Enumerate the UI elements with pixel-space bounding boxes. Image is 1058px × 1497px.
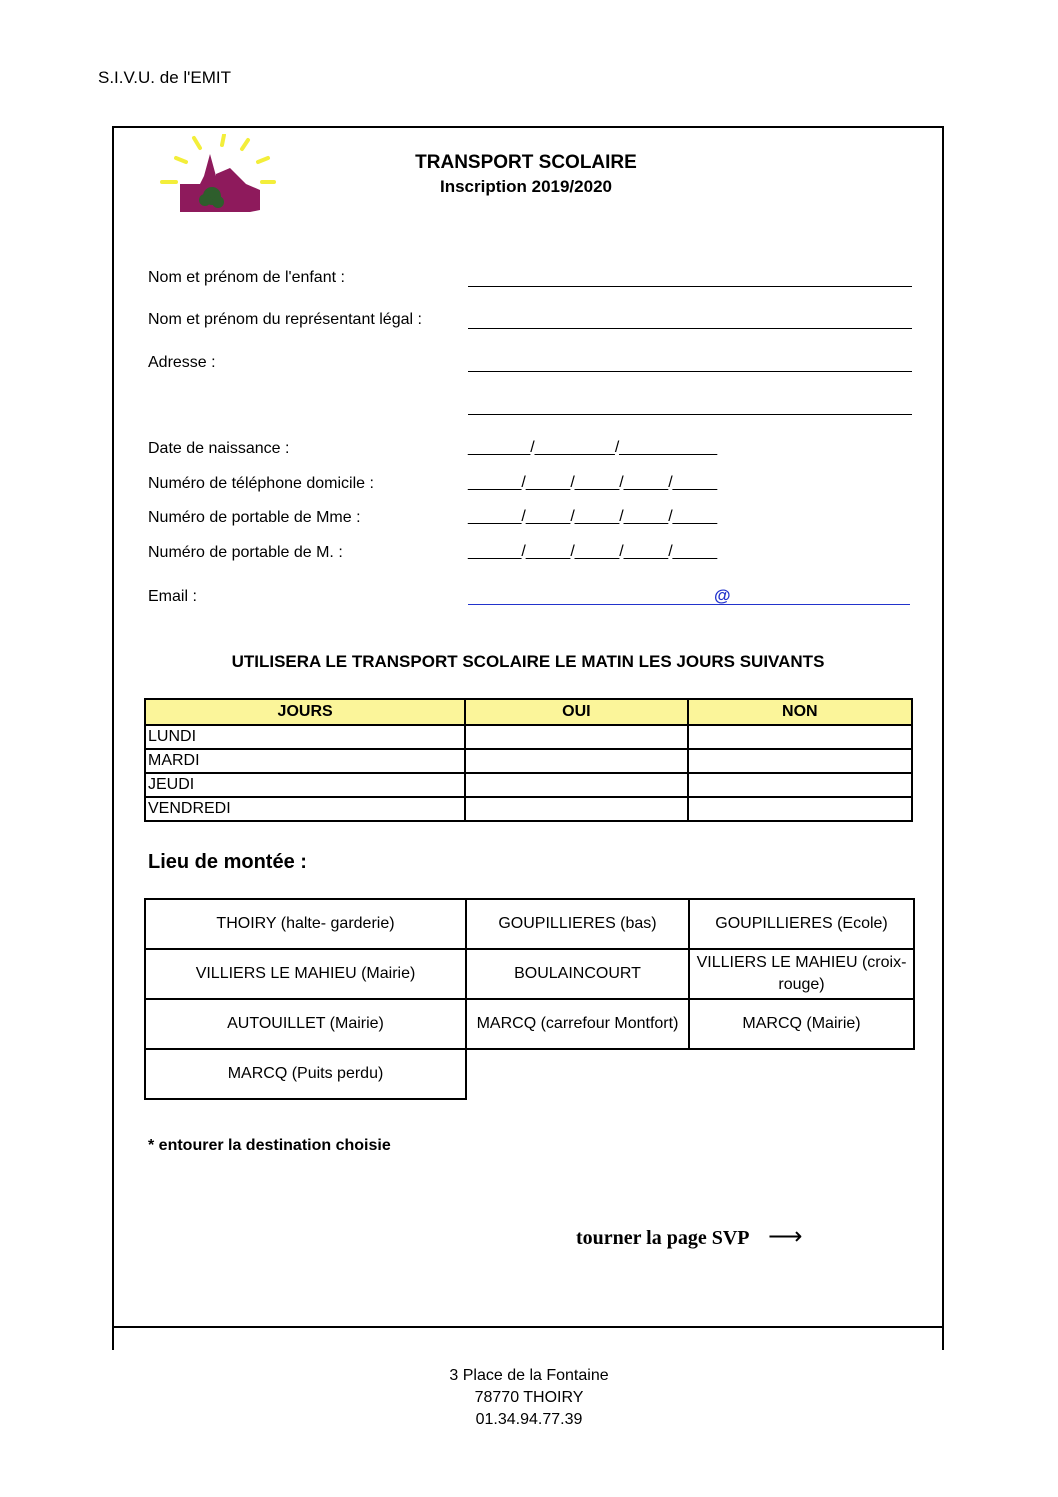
village-logo: [150, 134, 285, 216]
days-section-heading: UTILISERA LE TRANSPORT SCOLAIRE LE MATIN LES JOURS SUIVANTS: [231, 652, 825, 671]
address-label: Adresse :: [148, 354, 216, 371]
turn-page-note: tourner la page SVP: [576, 1227, 750, 1249]
email-field[interactable]: [468, 604, 910, 605]
stop-option[interactable]: GOUPILLIERES (bas): [466, 899, 689, 949]
frame-bottom-line: [112, 1326, 944, 1328]
instruction-note: * entourer la destination choisie: [148, 1137, 391, 1154]
document-title: TRANSPORT SCOLAIRE: [415, 152, 637, 173]
stop-option[interactable]: MARCQ (Puits perdu): [145, 1049, 466, 1099]
footer-phone: 01.34.94.77.39: [475, 1411, 583, 1428]
oui-cell[interactable]: [465, 725, 687, 749]
address-field-line-1[interactable]: [468, 371, 912, 372]
days-table-header: [145, 699, 912, 725]
oui-cell[interactable]: [465, 773, 687, 797]
day-cell: LUNDI: [145, 725, 465, 749]
day-cell: MARDI: [145, 749, 465, 773]
non-cell[interactable]: [688, 773, 912, 797]
stop-option[interactable]: BOULAINCOURT: [466, 949, 689, 999]
footer-address-line-2: 78770 THOIRY: [474, 1389, 584, 1406]
stop-option[interactable]: VILLIERS LE MAHIEU (croix-rouge): [689, 949, 914, 999]
days-table: [144, 698, 913, 822]
mobile-mme-label: Numéro de portable de Mme :: [148, 509, 361, 526]
child-name-field[interactable]: [468, 286, 912, 287]
header-jours: JOURS: [145, 699, 465, 725]
table-row: [145, 773, 912, 797]
child-name-label: Nom et prénom de l'enfant :: [148, 269, 345, 286]
mobile-m-label: Numéro de portable de M. :: [148, 544, 343, 561]
stop-option[interactable]: MARCQ (Mairie): [689, 999, 914, 1049]
header-non: NON: [688, 699, 912, 725]
organization-name: S.I.V.U. de l'EMIT: [98, 68, 231, 87]
stop-option[interactable]: GOUPILLIERES (Ecole): [689, 899, 914, 949]
birth-date-field[interactable]: _______/_________/___________: [468, 439, 718, 456]
header-oui: OUI: [465, 699, 687, 725]
mobile-mme-field[interactable]: ______/_____/_____/_____/_____: [468, 508, 718, 525]
non-cell[interactable]: [688, 725, 912, 749]
oui-cell[interactable]: [465, 749, 687, 773]
guardian-name-label: Nom et prénom du représentant légal :: [148, 311, 422, 328]
stop-option[interactable]: THOIRY (halte- garderie): [145, 899, 466, 949]
day-cell: VENDREDI: [145, 797, 465, 821]
address-field-line-2[interactable]: [468, 414, 912, 415]
table-row: [145, 725, 912, 749]
email-at-sign: @: [714, 586, 731, 605]
day-cell: JEUDI: [145, 773, 465, 797]
guardian-name-field[interactable]: [468, 328, 912, 329]
mobile-m-field[interactable]: ______/_____/_____/_____/_____: [468, 543, 718, 560]
home-phone-label: Numéro de téléphone domicile :: [148, 475, 374, 492]
boarding-stops-table: [144, 898, 915, 1100]
oui-cell[interactable]: [465, 797, 687, 821]
right-arrow-icon: ⟶: [768, 1222, 803, 1250]
stop-option[interactable]: AUTOUILLET (Mairie): [145, 999, 466, 1049]
document-subtitle: Inscription 2019/2020: [440, 177, 612, 196]
stop-option[interactable]: MARCQ (carrefour Montfort): [466, 999, 689, 1049]
birth-date-label: Date de naissance :: [148, 440, 290, 457]
non-cell[interactable]: [688, 797, 912, 821]
email-label: Email :: [148, 588, 197, 605]
table-row: [145, 797, 912, 821]
boarding-place-heading: Lieu de montée :: [148, 851, 307, 873]
non-cell[interactable]: [688, 749, 912, 773]
table-row: [145, 749, 912, 773]
home-phone-field[interactable]: ______/_____/_____/_____/_____: [468, 474, 718, 491]
stop-option[interactable]: VILLIERS LE MAHIEU (Mairie): [145, 949, 466, 999]
footer-address-line-1: 3 Place de la Fontaine: [449, 1367, 609, 1384]
